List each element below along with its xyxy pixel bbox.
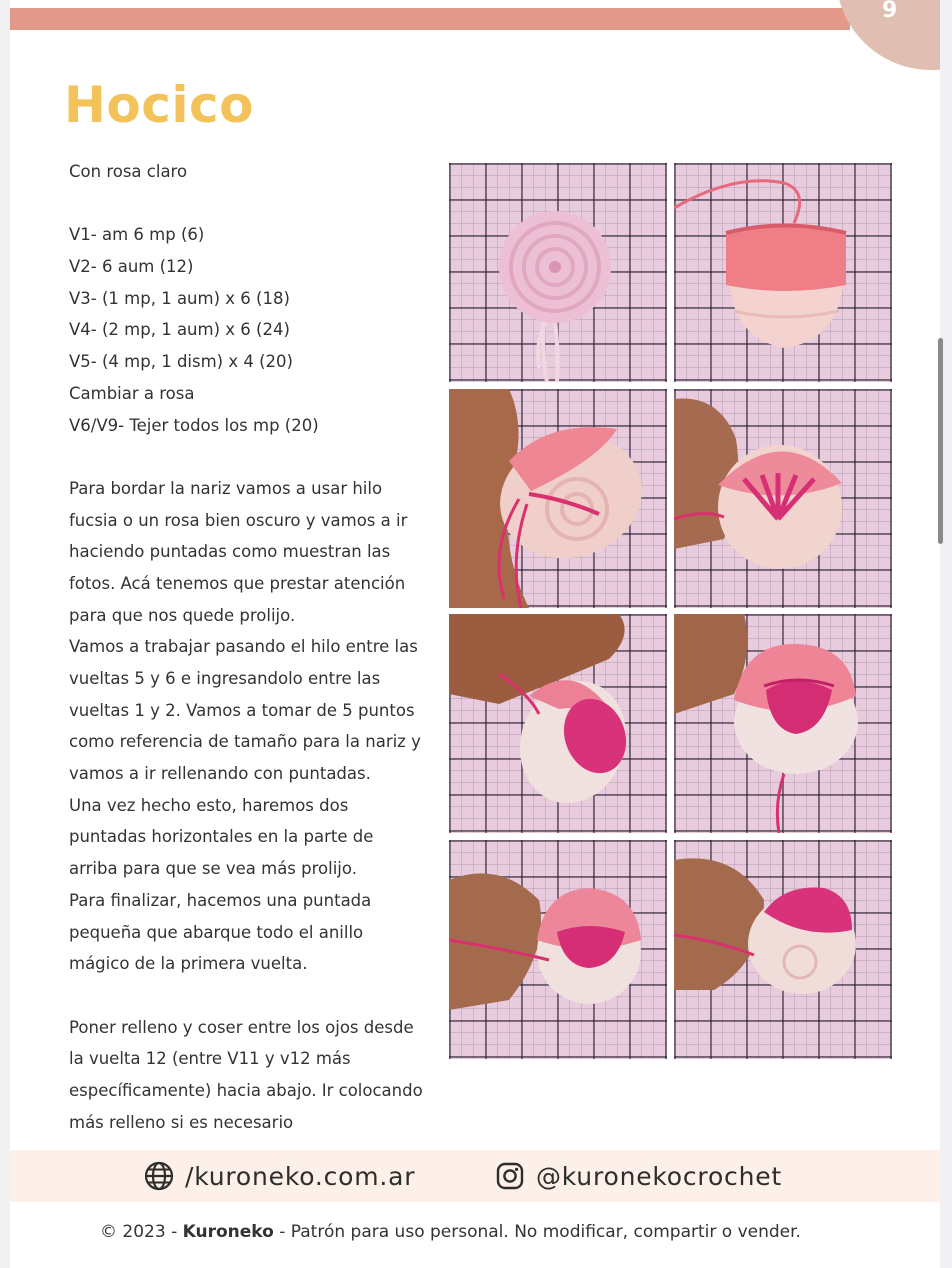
paragraph-line: puntadas horizontales en la parte de — [69, 827, 374, 847]
page-title: Hocico — [64, 76, 254, 134]
step-photo-7 — [449, 840, 667, 1059]
round-line: V3- (1 mp, 1 aum) x 6 (18) — [69, 288, 290, 308]
copyright-line — [100, 1222, 900, 1242]
round-line: V6/V9- Tejer todos los mp (20) — [69, 415, 319, 435]
copyright-year: © 2023 - — [100, 1222, 178, 1242]
paragraph-line: para que nos quede prolijo. — [69, 605, 296, 625]
paragraph-line: específicamente) hacia abajo. Ir colocando — [69, 1080, 423, 1100]
paragraph-line: arriba para que se vea más prolijo. — [69, 859, 357, 879]
paragraph-line: la vuelta 12 (entre V11 y v12 más — [69, 1049, 351, 1069]
step-photo-8 — [674, 840, 892, 1059]
color-note: Con rosa claro — [69, 162, 188, 181]
website-link[interactable] — [143, 1160, 415, 1192]
instructions-text — [69, 156, 439, 1138]
paragraph-line: fucsia o un rosa bien oscuro y vamos a ir — [69, 510, 408, 530]
paragraph-line: vueltas 1 y 2. Vamos a tomar de 5 puntos — [69, 700, 415, 720]
pattern-page — [10, 0, 940, 1268]
instagram-label: @kuronekocrochet — [536, 1161, 783, 1191]
instagram-icon — [494, 1160, 526, 1192]
round-line: V4- (2 mp, 1 aum) x 6 (24) — [69, 320, 290, 340]
paragraph-line: Una vez hecho esto, haremos dos — [69, 795, 349, 815]
paragraph-line: como referencia de tamaño para la nariz y — [69, 732, 421, 752]
step-photo-grid — [449, 163, 892, 1060]
round-line: V5- (4 mp, 1 dism) x 4 (20) — [69, 352, 293, 372]
round-line: V2- 6 aum (12) — [69, 257, 194, 277]
page-number-badge — [836, 0, 940, 70]
step-photo-3 — [449, 389, 667, 608]
step-photo-2 — [674, 163, 892, 382]
globe-icon — [143, 1160, 175, 1192]
paragraph-line: vueltas 5 y 6 e ingresandolo entre las — [69, 669, 381, 688]
website-label: /kuroneko.com.ar — [185, 1161, 416, 1191]
step-photo-4 — [674, 389, 892, 608]
paragraph-line: vamos a ir rellenando con puntadas. — [69, 764, 371, 784]
paragraph-line: pequeña que abarque todo el anillo — [69, 922, 364, 942]
scrollbar-thumb[interactable] — [938, 338, 943, 544]
paragraph-line: haciendo puntadas como muestran las — [69, 542, 391, 562]
round-line: Cambiar a rosa — [69, 383, 195, 403]
step-photo-5 — [449, 614, 667, 833]
paragraph-line: Para bordar la nariz vamos a usar hilo — [69, 478, 383, 498]
paragraph-line: mágico de la primera vuelta. — [69, 954, 308, 974]
instagram-link[interactable] — [494, 1160, 782, 1192]
step-photo-1 — [449, 163, 667, 382]
page-number: 9 — [882, 0, 898, 23]
paragraph-line: Vamos a trabajar pasando el hilo entre las — [69, 637, 418, 657]
paragraph-line: Poner relleno y coser entre los ojos desde — [69, 1017, 414, 1037]
paragraph-line: más relleno si es necesario — [69, 1112, 294, 1132]
copyright-brand: Kuroneko — [182, 1222, 274, 1242]
round-line: V1- am 6 mp (6) — [69, 225, 205, 245]
header-bar — [10, 8, 850, 30]
copyright-text: - Patrón para uso personal. No modificar, compartir o vender. — [279, 1222, 801, 1242]
paragraph-line: fotos. Acá tenemos que prestar atención — [69, 573, 406, 593]
step-photo-6 — [674, 614, 892, 833]
paragraph-line: Para finalizar, hacemos una puntada — [69, 890, 372, 910]
